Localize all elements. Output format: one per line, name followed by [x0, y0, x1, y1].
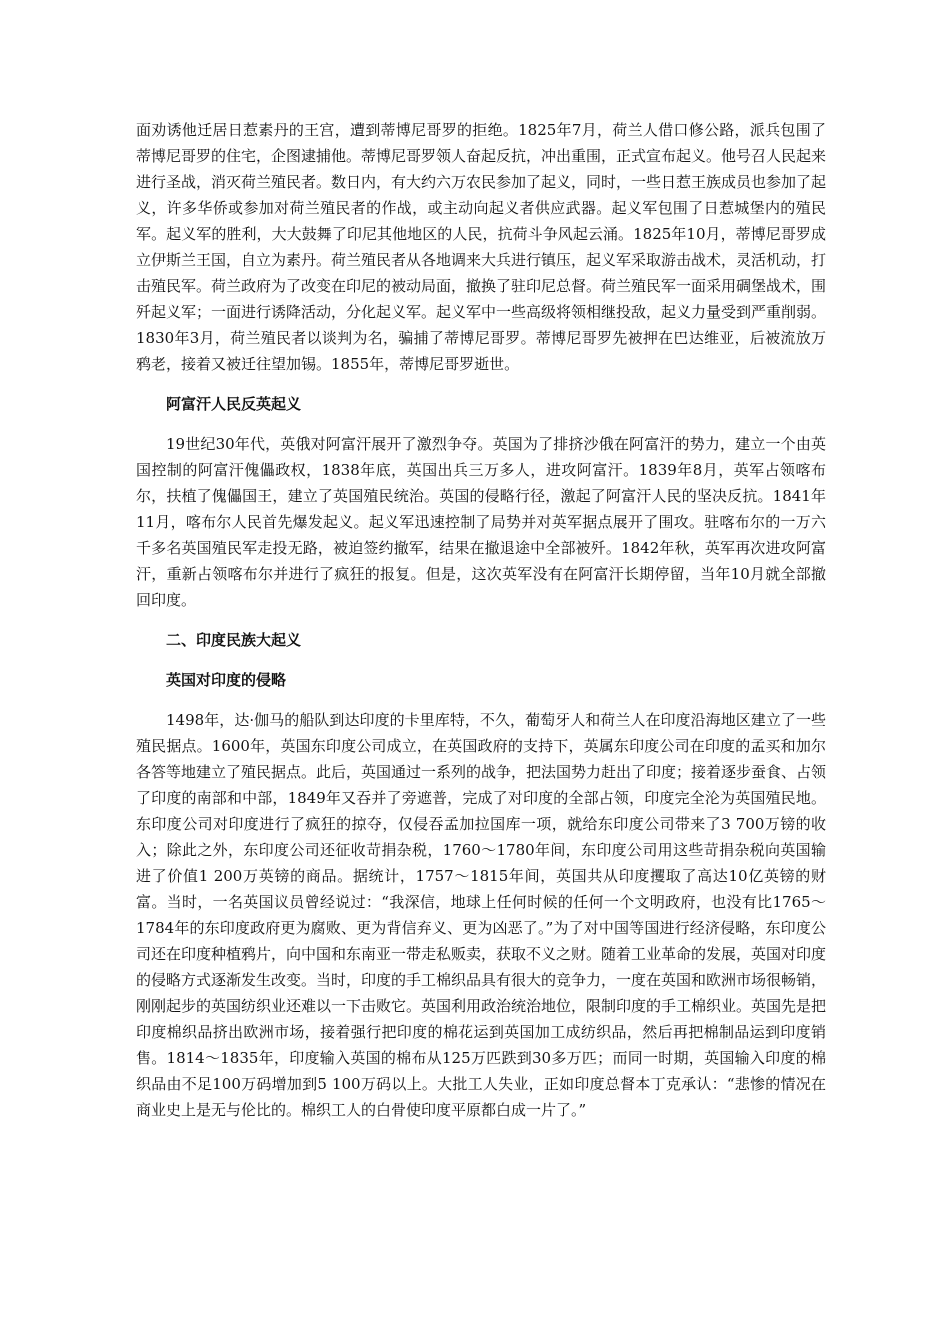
- document-page: [136, 117, 826, 1123]
- section-heading-afghan-uprising: 阿富汗人民反英起义: [166, 395, 302, 413]
- paragraph-afghan-uprising: 19世纪30年代，英俄对阿富汗展开了激烈争夺。英国为了排挤沙俄在阿富汗的势力，建立一个由英国控制的阿富汗傀儡政权，1838年底，英国出兵三万多人，进攻阿富汗。1839年8月，英军占领喀布尔，扶植了傀儡国王，建立了英国殖民统治。英国的侵略行径，激起了阿富汗人民的坚决反抗。1841年11月，喀布尔人民首先爆发起义。起义军迅速控制了局势并对英军据点展开了围攻。驻喀布尔的一万六千多名英国殖民军走投无路，被迫签约撤军，结果在撤退途中全部被歼。1842年秋，英军再次进攻阿富汗，重新占领喀布尔并进行了疯狂的报复。但是，这次英军没有在阿富汗长期停留，当年10月就全部撤回印度。: [136, 435, 826, 609]
- paragraph-java-uprising: 面劝诱他迁居日惹素丹的王宫，遭到蒂博尼哥罗的拒绝。1825年7月，荷兰人借口修公路，派兵包围了蒂博尼哥罗的住宅，企图逮捕他。蒂博尼哥罗领人奋起反抗，冲出重围，正式宣布起义。他号召人民起来进行圣战，消灭荷兰殖民者。数日内，有大约六万农民参加了起义，同时，一些日惹王族成员也参加了起义，许多华侨或参加对荷兰殖民者的作战，或主动向起义者供应武器。起义军包围了日惹城堡内的殖民军。起义军的胜利，大大鼓舞了印尼其他地区的人民，抗荷斗争风起云涌。1825年10月，蒂博尼哥罗成立伊斯兰王国，自立为素丹。荷兰殖民者从各地调来大兵进行镇压，起义军采取游击战术，灵活机动，打击殖民军。荷兰政府为了改变在印尼的被动局面，撤换了驻印尼总督。荷兰殖民军一面采用碉堡战术，围歼起义军；一面进行诱降活动，分化起义军。起义军中一些高级将领相继投敌，起义力量受到严重削弱。1830年3月，荷兰殖民者以谈判为名，骗捕了蒂博尼哥罗。蒂博尼哥罗先被押在巴达维亚，后被流放万鸦老，接着又被迁往望加锡。1855年，蒂博尼哥罗逝世。: [136, 121, 827, 373]
- chapter-heading-indian-uprising: 二、印度民族大起义: [166, 631, 302, 649]
- section-heading-british-invasion: 英国对印度的侵略: [166, 671, 287, 689]
- paragraph-british-invasion: 1498年，达·伽马的船队到达印度的卡里库特，不久，葡萄牙人和荷兰人在印度沿海地区建立了一些殖民据点。1600年，英国东印度公司成立，在英国政府的支持下，英属东印度公司在印度的孟买和加尔各答等地建立了殖民据点。此后，英国通过一系列的战争，把法国势力赶出了印度；接着逐步蚕食、占领了印度的南部和中部，1849年又吞并了旁遮普，完成了对印度的全部占领，印度完全沦为英国殖民地。东印度公司对印度进行了疯狂的掠夺，仅侵吞孟加拉国库一项，就给东印度公司带来了3 700万镑的收入；除此之外，东印度公司还征收苛捐杂税，1760～1780年间，东印度公司用这些苛捐杂税向英国输进了价值1 200万英镑的商品。据统计，1757～1815年间，英国共从印度攫取了高达10亿英镑的财富。当时，一名英国议员曾经说过：“我深信，地球上任何时候的任何一个文明政府，也没有比1765～1784年的东印度政府更为腐败、更为背信弃义、更为凶恶了。”为了对中国等国进行经济侵略，东印度公司还在印度种植鸦片，向中国和东南亚一带走私贩卖，获取不义之财。随着工业革命的发展，英国对印度的侵略方式逐渐发生改变。当时，印度的手工棉织品具有很大的竞争力，一度在英国和欧洲市场很畅销，刚刚起步的英国纺织业还难以一下击败它。英国利用政治统治地位，限制印度的手工棉织业。英国先是把印度棉织品挤出欧洲市场，接着强行把印度的棉花运到英国加工成纺织品，然后再把棉制品运到印度销售。1814～1835年，印度输入英国的棉布从125万匹跌到30多万匹；而同一时期，英国输入印度的棉织品由不足100万码增加到5 100万码以上。大批工人失业，正如印度总督本丁克承认：“悲惨的情况在商业史上是无与伦比的。棉织工人的白骨使印度平原都白成一片了。”: [136, 711, 827, 1119]
